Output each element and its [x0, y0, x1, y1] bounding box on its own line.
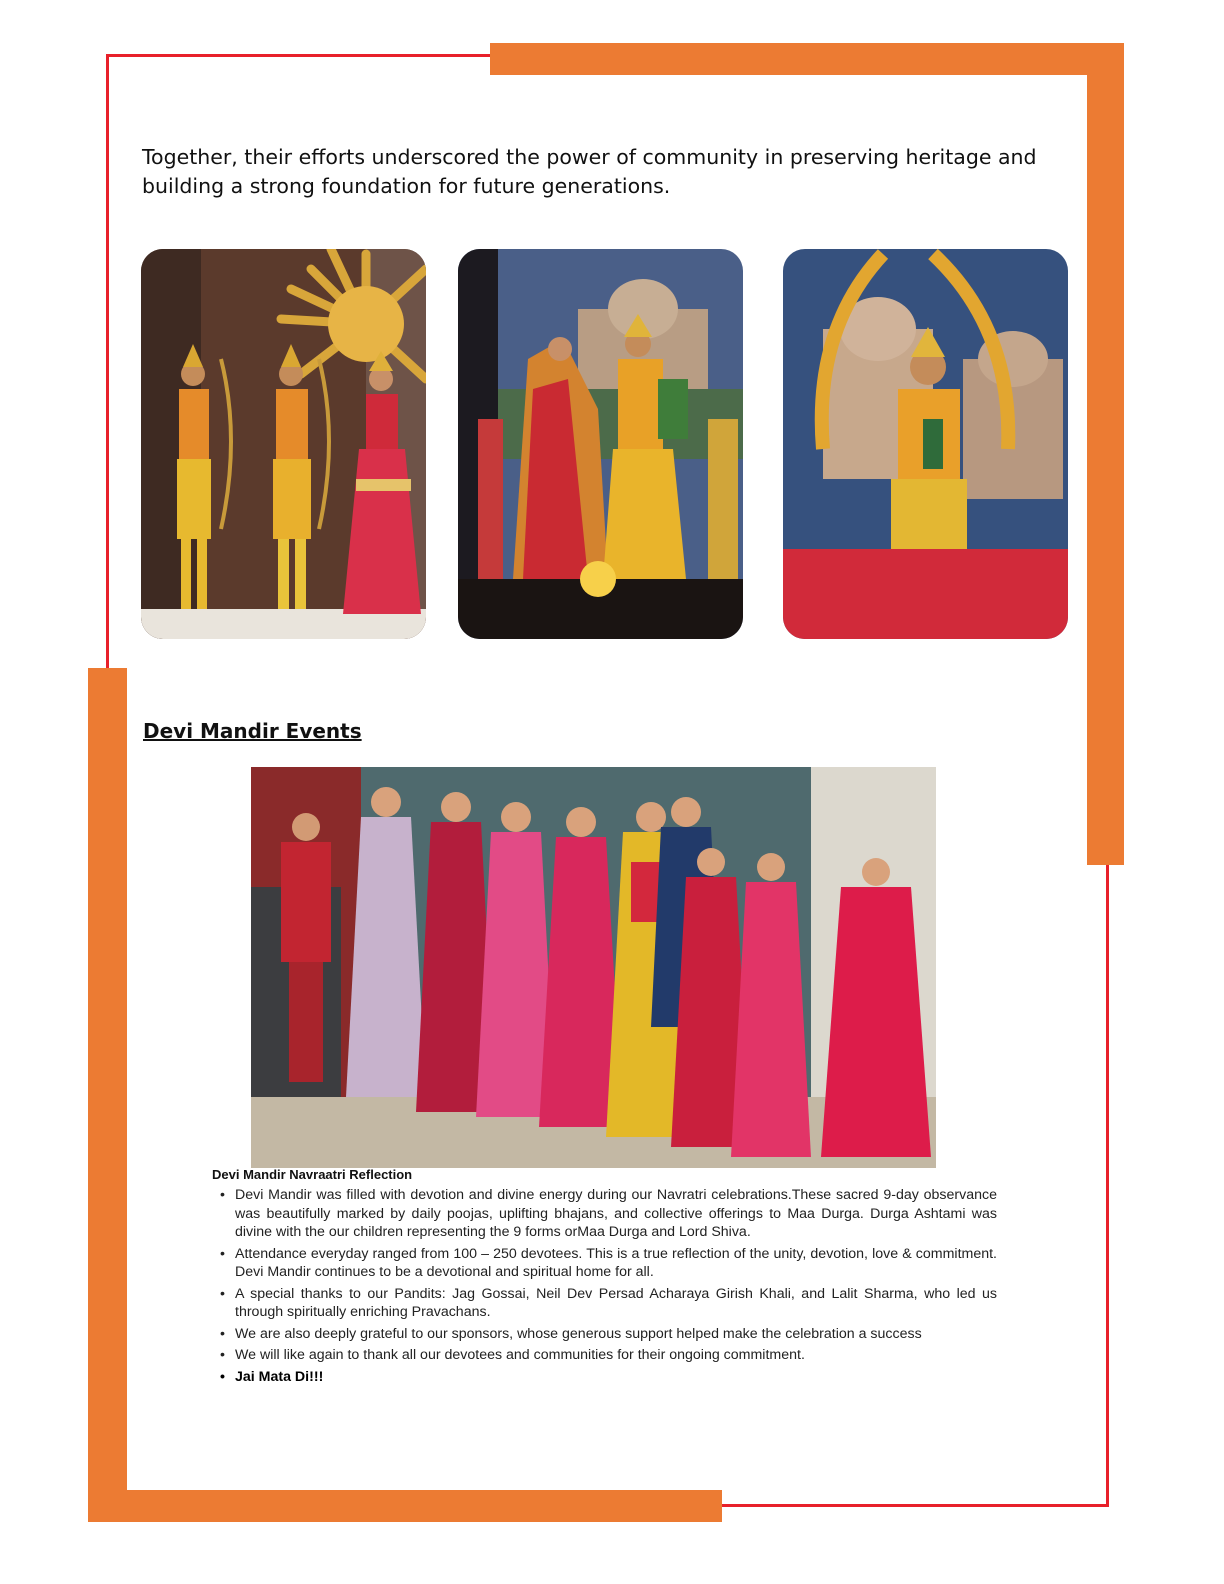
list-item: • Devi Mandir was filled with devotion and divine energy during our Navratri celebrations.These sacred 9-day observance was beautifully marked by daily poojas, uplifting bhajans, and collective offerings to Maa Durga. Durga Ashtami was divine with the our children representing the 9 forms orMaa Durga and Lord Shiva.: [220, 1186, 997, 1242]
list-item: • Attendance everyday ranged from 100 – 250 devotees. This is a true reflection of the unity, devotion, love & commitment. Devi Mandir continues to be a devotional and spiritual home for all.: [220, 1245, 997, 1282]
list-item: • We are also deeply grateful to our sponsors, whose generous support helped make the celebration a success: [220, 1325, 997, 1344]
photo-ramlila-wedding: [458, 249, 743, 639]
list-item: • A special thanks to our Pandits: Jag Gossai, Neil Dev Persad Acharaya Girish Khali, and Lalit Sharma, who led us through spiritually enriching Pravachans.: [220, 1285, 997, 1322]
photo-ramlila-bow: [783, 249, 1068, 639]
list-item-closing: • Jai Mata Di!!!: [220, 1368, 997, 1387]
orange-bar-top: [490, 43, 1124, 75]
photo-ramlila-trio: [141, 249, 426, 639]
section-title: Devi Mandir Events: [143, 719, 362, 743]
intro-paragraph: Together, their efforts underscored the power of community in preserving heritage and building a strong foundation for future generations.: [142, 145, 1037, 198]
orange-bar-bottom: [88, 1490, 722, 1522]
list-item: • We will like again to thank all our devotees and communities for their ongoing commitment.: [220, 1346, 997, 1365]
reflection-list: [220, 1186, 997, 1389]
reflection-title: Devi Mandir Navraatri Reflection: [212, 1167, 413, 1182]
orange-bar-left: [88, 668, 127, 1522]
photo-navratri-children: [251, 767, 936, 1168]
orange-bar-right: [1087, 43, 1124, 865]
